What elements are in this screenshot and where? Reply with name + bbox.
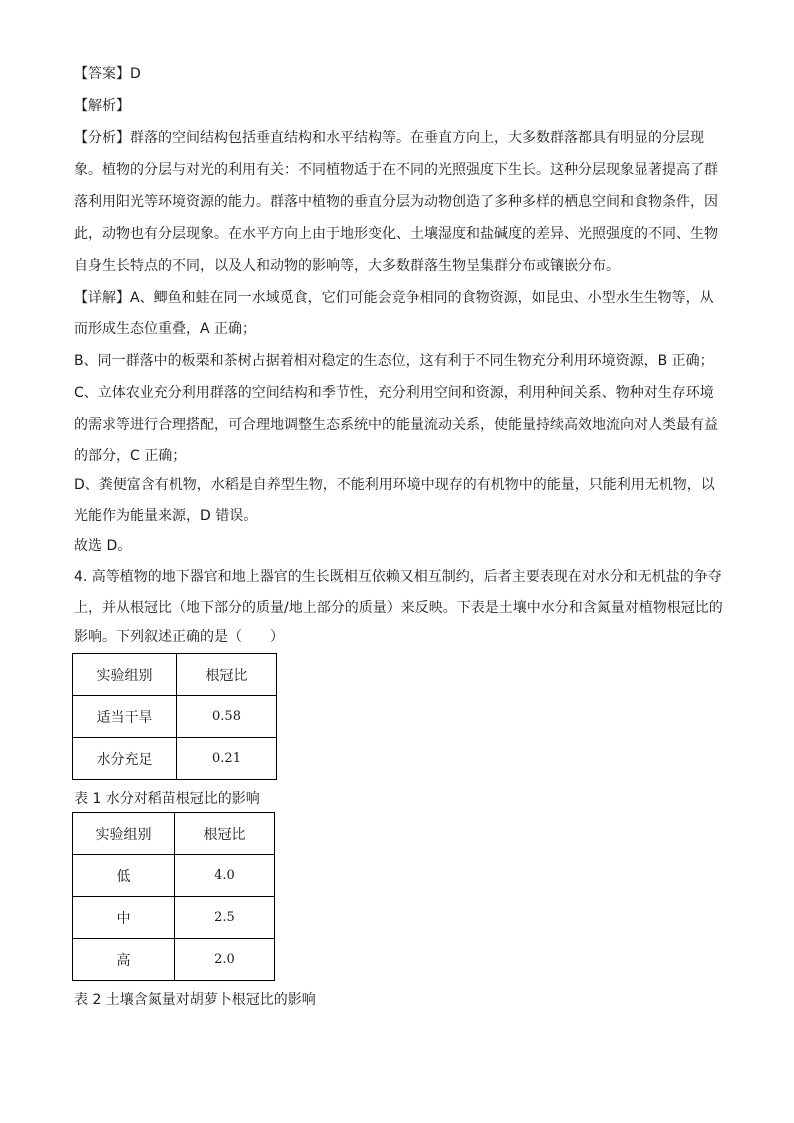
table-cell: 适当干旱 bbox=[73, 696, 177, 738]
text-line: B、同一群落中的板栗和茶树占据着相对稳定的生态位，这有利于不同生物充分利用环境资源，B 正确； bbox=[74, 353, 714, 369]
text-line: 【详解】A、鲫鱼和蛙在同一水域觅食，它们可能会竞争相同的食物资源，如昆虫、小型水生生物等，从 bbox=[74, 290, 714, 306]
header-cell: 根冠比 bbox=[175, 813, 275, 855]
table-cell: 0.21 bbox=[177, 738, 277, 780]
text-line: 4. 高等植物的地下器官和地上器官的生长既相互依赖又相互制约，后者主要表现在对水分和无机盐的争夺 bbox=[74, 569, 722, 585]
table-row bbox=[73, 738, 277, 780]
table-2-caption: 表 2 土壤含氮量对胡萝卜根冠比的影响 bbox=[74, 992, 316, 1008]
analysis-heading: 【解析】 bbox=[74, 98, 130, 114]
table-row bbox=[73, 939, 275, 981]
text-line: D、粪便富含有机物，水稻是自养型生物，不能利用环境中现存的有机物中的能量，只能利用无机物，以 bbox=[74, 477, 715, 493]
text-line: 落利用阳光等环境资源的能力。群落中植物的垂直分层为动物创造了多种多样的栖息空间和食物条件，因 bbox=[74, 194, 718, 210]
text-line: 影响。下列叙述正确的是（ ） bbox=[74, 629, 284, 645]
table-2 bbox=[72, 812, 275, 981]
text-line: 【分析】群落的空间结构包括垂直结构和水平结构等。在垂直方向上，大多数群落都具有明显的分层现 bbox=[74, 130, 704, 146]
table-row bbox=[73, 855, 275, 897]
table-cell: 高 bbox=[73, 939, 175, 981]
text-line: 上，并从根冠比（地下部分的质量/地上部分的质量）来反映。下表是土壤中水分和含氮量对植物根冠比的 bbox=[74, 600, 723, 616]
text-line: 象。植物的分层与对光的利用有关：不同植物适于在不同的光照强度下生长。这种分层现象显著提高了群 bbox=[74, 162, 718, 178]
table-cell: 低 bbox=[73, 855, 175, 897]
header-cell: 实验组别 bbox=[73, 654, 177, 696]
text-line: 自身生长特点的不同，以及人和动物的影响等，大多数群落生物呈集群分布或镶嵌分布。 bbox=[74, 258, 620, 274]
text-line: 光能作为能量来源，D 错误。 bbox=[74, 508, 258, 524]
text-line: C、立体农业充分利用群落的空间结构和季节性，充分利用空间和资源，利用种间关系、物种对生存环境 bbox=[74, 385, 714, 401]
table-cell: 4.0 bbox=[175, 855, 275, 897]
text-line: 而形成生态位重叠，A 正确； bbox=[74, 321, 257, 337]
answer-line: 【答案】D bbox=[74, 66, 141, 82]
header-cell: 实验组别 bbox=[73, 813, 175, 855]
table-header-row bbox=[73, 654, 277, 696]
text-line: 故选 D。 bbox=[74, 538, 132, 554]
table-cell: 水分充足 bbox=[73, 738, 177, 780]
table-cell: 中 bbox=[73, 897, 175, 939]
table-header-row bbox=[73, 813, 275, 855]
table-row bbox=[73, 897, 275, 939]
text-line: 的需求等进行合理搭配，可合理地调整生态系统中的能量流动关系，使能量持续高效地流向对人类最有益 bbox=[74, 417, 718, 433]
table-1 bbox=[72, 653, 277, 780]
table-cell: 2.0 bbox=[175, 939, 275, 981]
table-cell: 0.58 bbox=[177, 696, 277, 738]
text-line: 此，动物也有分层现象。在水平方向上由于地形变化、土壤湿度和盐碱度的差异、光照强度的不同、生物 bbox=[74, 226, 718, 242]
table-cell: 2.5 bbox=[175, 897, 275, 939]
table-1-caption: 表 1 水分对稻苗根冠比的影响 bbox=[74, 791, 260, 807]
header-cell: 根冠比 bbox=[177, 654, 277, 696]
text-line: 的部分，C 正确； bbox=[74, 448, 187, 464]
table-row bbox=[73, 696, 277, 738]
